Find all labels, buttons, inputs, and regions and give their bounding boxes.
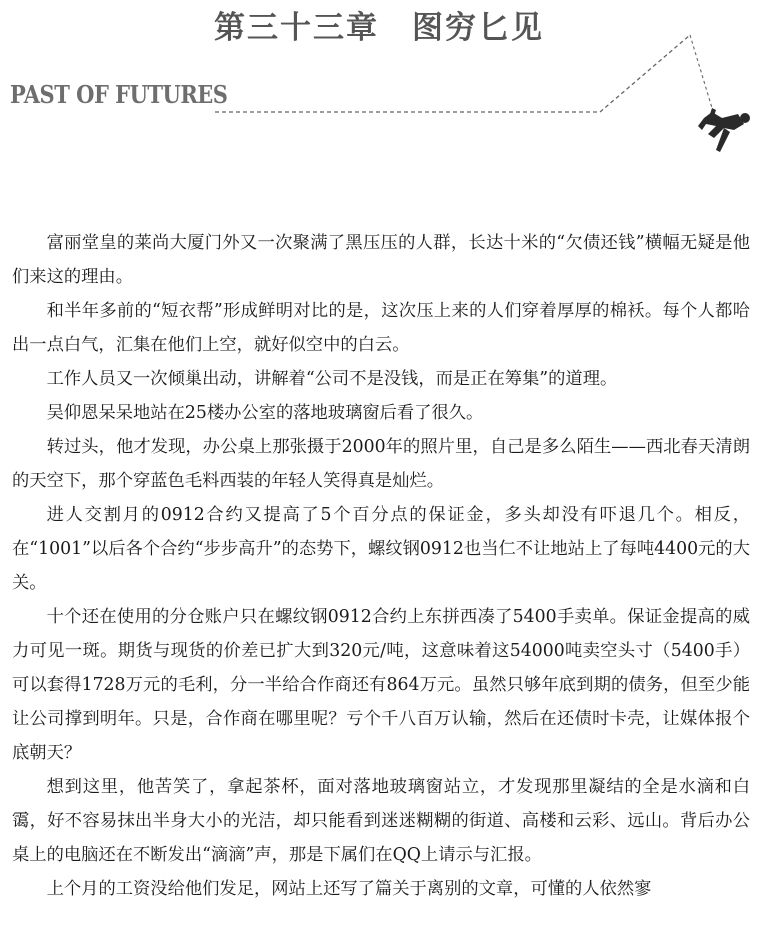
paragraph: 吴仰恩呆呆地站在25楼办公室的落地玻璃窗后看了很久。 bbox=[46, 403, 484, 423]
paragraph: 十个还在使用的分仓账户只在螺纹钢0912合约上东拼西凑了5400手卖单。保证金提高的威力可见一斑。期货与现货的价差已扩大到320元/吨，这意味着这54000吨卖空头寸（5400手）可以套得1728万元的毛利，分一半给合作商还有864万元。虽然只够年底到期的债务，但至少能让公司撑到明年。只是，合作商在哪里呢？亏个千八百万认输，然后在还债时卡壳，让媒体报个底朝天？ bbox=[12, 607, 750, 763]
dashed-rope-line bbox=[690, 35, 712, 108]
paragraph: 进人交割月的0912合约又提高了5个百分点的保证金，多头却没有吓退几个。相反，在“1001”以后各个合约“步步高升”的态势下，螺纹钢0912也当仁不让地站上了每吨4400元的大关。 bbox=[12, 505, 750, 593]
dashed-guide-line bbox=[215, 35, 690, 112]
chapter-body bbox=[12, 226, 750, 906]
paragraph: 上个月的工资没给他们发足，网站上还写了篇关于离别的文章，可懂的人依然寥 bbox=[46, 879, 652, 899]
paragraph: 和半年多前的“短衣帮”形成鲜明对比的是，这次压上来的人们穿着厚厚的棉袄。每个人都哈出一点白气，汇集在他们上空，就好似空中的白云。 bbox=[12, 301, 750, 355]
paragraph: 转过头，他才发现，办公桌上那张摄于2000年的照片里，自己是多么陌生——西北春天清朗的天空下，那个穿蓝色毛料西装的年轻人笑得真是灿烂。 bbox=[12, 437, 750, 491]
paragraph: 富丽堂皇的莱尚大厦门外又一次聚满了黑压压的人群，长达十米的“欠债还钱”横幅无疑是他们来这的理由。 bbox=[12, 233, 750, 287]
paragraph: 工作人员又一次倾巢出动，讲解着“公司不是没钱，而是正在筹集”的道理。 bbox=[46, 369, 618, 389]
paragraph: 想到这里，他苦笑了，拿起茶杯，面对落地玻璃窗站立，才发现那里凝结的全是水滴和白霭，好不容易抹出半身大小的光洁，却只能看到迷迷糊糊的街道、高楼和云彩、远山。背后办公桌上的电脑还在不断发出“滴滴”声，那是下属们在QQ上请示与汇报。 bbox=[12, 777, 750, 865]
climber-icon bbox=[698, 108, 750, 152]
section-label: PAST OF FUTURES bbox=[10, 80, 228, 109]
chapter-title: 第三十三章 图穷匕见 bbox=[214, 10, 544, 46]
